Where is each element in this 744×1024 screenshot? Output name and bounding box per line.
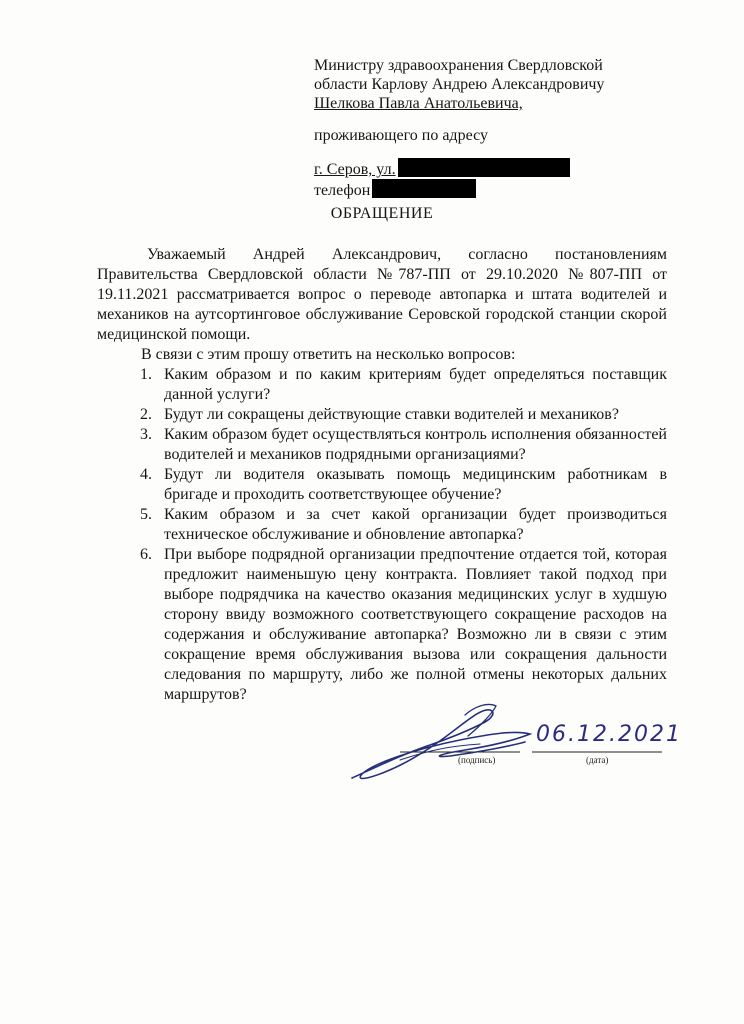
list-item-number: 6.: [140, 546, 152, 563]
handwritten-date: 06.12.2021: [536, 722, 682, 747]
list-item-text: Будут ли водителя оказывать помощь медицинским работникам в бригаде и проходить соответствующее обучение?: [164, 466, 667, 503]
list-item-text: Каким образом и за счет какой организации будет производиться техническое обслуживание и обновление автопарка?: [164, 506, 667, 543]
list-item-text: Каким образом будет осуществляться контроль исполнения обязанностей водителей и механиков подрядными организациями?: [164, 426, 667, 463]
signature-caption: (подпись): [458, 755, 496, 765]
addressee-line-2: области Карлову Андрею Александровичу: [314, 76, 605, 93]
intro-paragraph: Уважаемый Андрей Александрович, согласно постановлениям Правительства Свердловской области №787-ПП от 29.10.2020 №807-ПП от 19.11.2021 рассматривается вопрос о переводе автопарка и штата водителей и механиков на аутсортинговое обслуживание Серовской городской станции скорой медицинской помощи.: [97, 246, 667, 343]
sender-name: Шелкова Павла Анатольевича,: [314, 95, 523, 112]
list-item: [140, 505, 667, 545]
questions-list: [97, 365, 667, 705]
list-item-number: 3.: [140, 426, 152, 443]
list-item: [140, 365, 667, 405]
list-item-number: 5.: [140, 506, 152, 523]
address-line: [314, 158, 714, 179]
list-item-number: 2.: [140, 406, 152, 423]
phone-line: [314, 179, 714, 200]
document-title: ОБРАЩЕНИЕ: [330, 205, 434, 222]
redacted-address-block: [398, 158, 570, 177]
list-item: [140, 425, 667, 465]
list-item-text: Каким образом и по каким критериям будет определяться поставщик данной услуги?: [164, 366, 667, 403]
address-prefix: г. Серов, ул.: [314, 161, 396, 178]
list-item-number: 4.: [140, 466, 152, 483]
document-header: [314, 56, 714, 200]
redacted-phone-block: [372, 179, 476, 198]
signature-block: [340, 700, 682, 790]
list-item-text: При выборе подрядной организации предпочтение отдается той, которая предложит наименьшую цену контракта. Повлияет такой подход при выборе подрядчика на качество оказания медицинских услуг в худшую сторону ввиду возможного соответствующего сокращение расходов на содержания и обслуживание автопарка? Возможно ли в связи с этим сокращение время обслуживания вызова или сокращения дальности следования по маршруту, либо же полной отмены некоторых дальних маршрутов?: [164, 546, 667, 703]
addressee-line-1: Министру здравоохранения Свердловской: [314, 57, 603, 74]
list-item-number: 1.: [140, 366, 152, 383]
phone-prefix: телефон: [314, 182, 371, 199]
list-item: [140, 465, 667, 505]
list-item: [140, 545, 667, 705]
list-item-text: Будут ли сокращены действующие ставки водителей и механиков?: [164, 406, 619, 423]
date-caption: (дата): [586, 755, 609, 765]
list-item: [140, 405, 667, 425]
request-paragraph: В связи с этим прошу ответить на несколько вопросов:: [141, 346, 516, 363]
residing-label: проживающего по адресу: [314, 127, 488, 144]
document-body: [97, 245, 667, 705]
